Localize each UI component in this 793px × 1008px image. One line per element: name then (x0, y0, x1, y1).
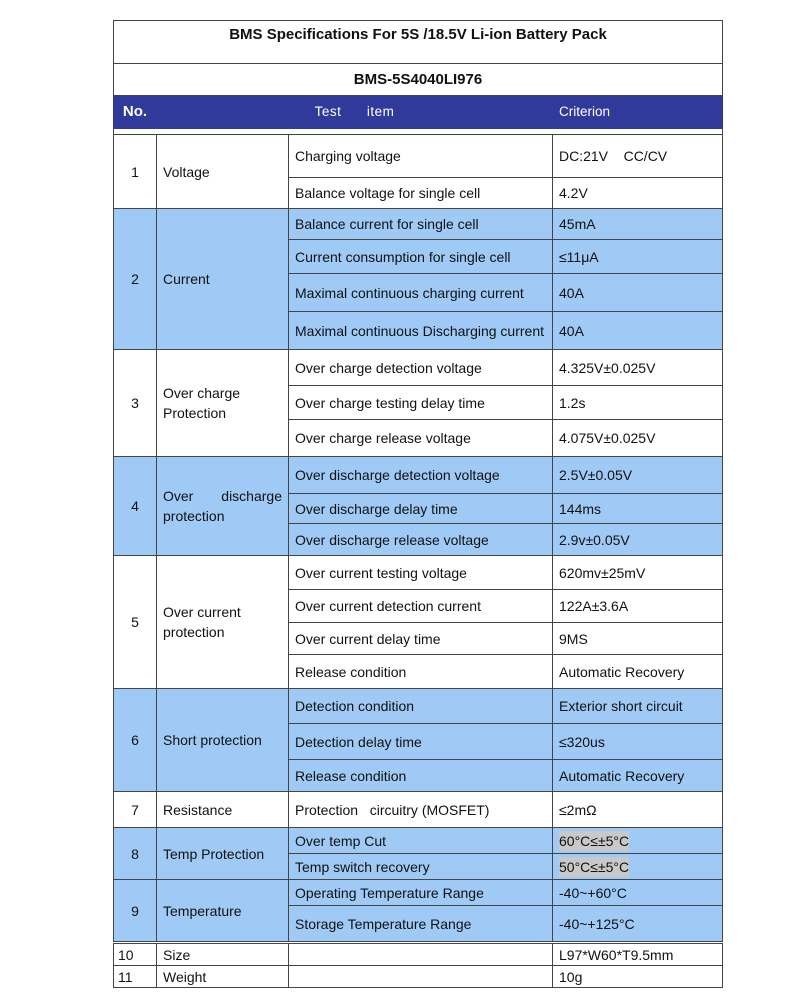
group-name: Short protection (157, 689, 289, 792)
header-no: No. (114, 96, 157, 129)
group-name: Current (157, 209, 289, 350)
group-name: Over discharge protection (157, 457, 289, 556)
test-item: Maximal continuous charging current (289, 274, 553, 312)
row-value: 10g (553, 966, 723, 988)
test-item: Detection delay time (289, 724, 553, 760)
table-row (114, 880, 723, 906)
test-item: Over charge testing delay time (289, 386, 553, 420)
group-no: 3 (114, 350, 157, 457)
model-number: BMS-5S4040LI976 (114, 64, 723, 96)
test-item: Charging voltage (289, 135, 553, 178)
extra-spec-table (113, 943, 723, 988)
group-no: 5 (114, 556, 157, 689)
table-row (114, 209, 723, 240)
test-item: Over discharge detection voltage (289, 457, 553, 494)
group-no: 9 (114, 880, 157, 942)
group-name: Resistance (157, 792, 289, 828)
table-row (114, 828, 723, 854)
row-no: 11 (114, 966, 157, 988)
test-item: Over temp Cut (289, 828, 553, 854)
criterion: 2.5V±0.05V (553, 457, 723, 494)
test-item: Release condition (289, 760, 553, 792)
criterion-value: 50°C≤±5°C (559, 858, 630, 875)
group-no: 2 (114, 209, 157, 350)
test-item: Over charge release voltage (289, 420, 553, 457)
criterion: 4.075V±0.025V (553, 420, 723, 457)
criterion: -40~+125°C (553, 906, 723, 942)
criterion: 40A (553, 274, 723, 312)
group-no: 1 (114, 135, 157, 209)
title-row (114, 21, 723, 64)
group-name: Voltage (157, 135, 289, 209)
row-name: Size (157, 944, 289, 966)
group-name: Over current protection (157, 556, 289, 689)
criterion (553, 854, 723, 880)
group-name: Temp Protection (157, 828, 289, 880)
criterion: -40~+60°C (553, 880, 723, 906)
table-row (114, 556, 723, 590)
doc-title: BMS Specifications For 5S /18.5V Li-ion Battery Pack (114, 21, 723, 64)
test-item: Over discharge delay time (289, 494, 553, 524)
test-item: Detection condition (289, 689, 553, 724)
criterion: 144ms (553, 494, 723, 524)
test-item: Release condition (289, 655, 553, 689)
test-item: Maximal continuous Discharging current (289, 312, 553, 350)
group-name: Temperature (157, 880, 289, 942)
criterion: ≤11μA (553, 240, 723, 274)
criterion: ≤2mΩ (553, 792, 723, 828)
criterion: 620mv±25mV (553, 556, 723, 590)
criterion-value: 60°C≤±5°C (559, 832, 630, 849)
table-row (114, 135, 723, 178)
criterion: Automatic Recovery (553, 655, 723, 689)
row-no: 10 (114, 944, 157, 966)
row-name: Weight (157, 966, 289, 988)
header-row (114, 96, 723, 129)
criterion (553, 828, 723, 854)
criterion: Exterior short circuit (553, 689, 723, 724)
group-name: Over charge Protection (157, 350, 289, 457)
test-item: Balance voltage for single cell (289, 178, 553, 209)
table-row (114, 350, 723, 386)
group-no: 7 (114, 792, 157, 828)
criterion: ≤320us (553, 724, 723, 760)
test-item: Balance current for single cell (289, 209, 553, 240)
criterion: 122A±3.6A (553, 590, 723, 623)
model-row (114, 64, 723, 96)
header-criterion: Criterion (553, 96, 723, 129)
criterion: 4.325V±0.025V (553, 350, 723, 386)
table-row (114, 944, 723, 966)
spec-table (113, 20, 723, 942)
criterion: 9MS (553, 623, 723, 655)
row-value: L97*W60*T9.5mm (553, 944, 723, 966)
header-test-item: Test item (157, 96, 553, 129)
group-no: 6 (114, 689, 157, 792)
test-item: Storage Temperature Range (289, 906, 553, 942)
test-item: Operating Temperature Range (289, 880, 553, 906)
test-item: Over discharge release voltage (289, 524, 553, 556)
group-no: 8 (114, 828, 157, 880)
test-item: Over current delay time (289, 623, 553, 655)
table-row (114, 457, 723, 494)
group-no: 4 (114, 457, 157, 556)
table-row (114, 966, 723, 988)
test-item: Over current detection current (289, 590, 553, 623)
test-item: Over charge detection voltage (289, 350, 553, 386)
criterion: 40A (553, 312, 723, 350)
criterion: DC:21V CC/CV (553, 135, 723, 178)
criterion: 45mA (553, 209, 723, 240)
criterion: 1.2s (553, 386, 723, 420)
test-item: Over current testing voltage (289, 556, 553, 590)
test-item: Current consumption for single cell (289, 240, 553, 274)
test-item: Protection circuitry (MOSFET) (289, 792, 553, 828)
table-row (114, 792, 723, 828)
criterion: 4.2V (553, 178, 723, 209)
table-row (114, 689, 723, 724)
test-item: Temp switch recovery (289, 854, 553, 880)
criterion: 2.9v±0.05V (553, 524, 723, 556)
criterion: Automatic Recovery (553, 760, 723, 792)
